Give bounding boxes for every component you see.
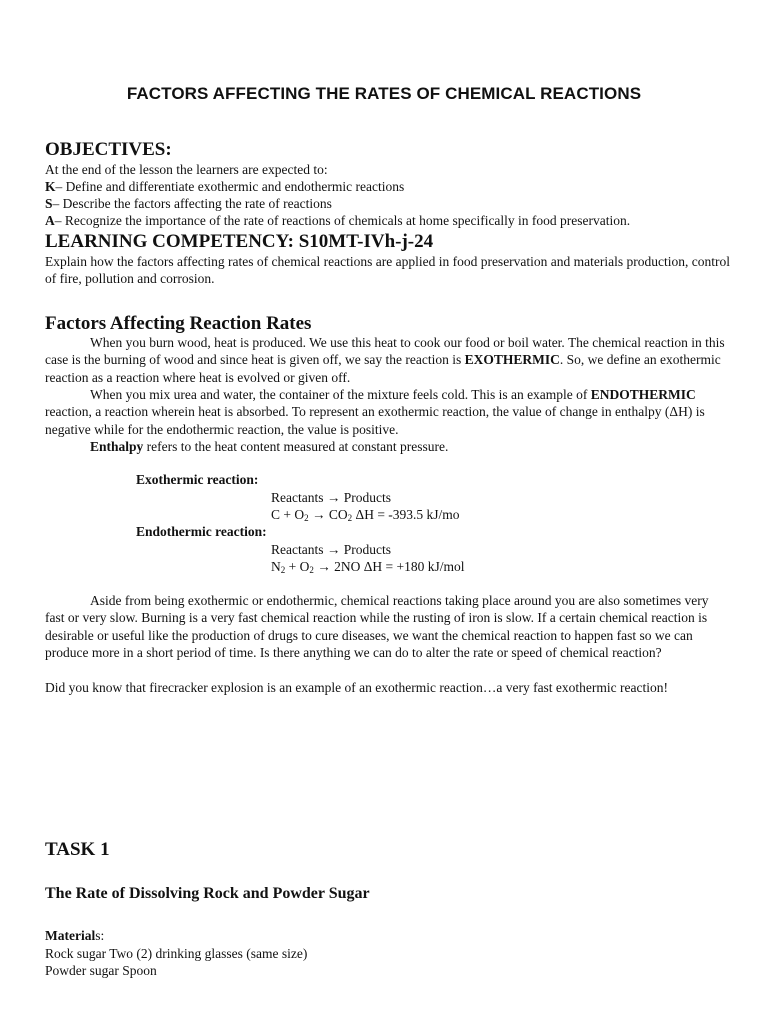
exothermic-equation: [271, 506, 460, 524]
enthalpy-term: Enthalpy: [90, 439, 144, 454]
objective-key: K: [45, 179, 56, 194]
subscript: 2: [347, 513, 353, 523]
objectives-heading: OBJECTIVES:: [45, 139, 172, 160]
task-subheading: The Rate of Dissolving Rock and Powder Sugar: [45, 885, 370, 902]
equation-part: ΔH = -393.5 kJ/mo: [352, 507, 460, 522]
objectives-intro: At the end of the lesson the learners are expected to:: [45, 162, 328, 177]
objective-text: – Define and differentiate exothermic and endothermic reactions: [55, 179, 405, 194]
enthalpy-paragraph: [45, 438, 730, 455]
materials-line: Rock sugar Two (2) drinking glasses (same size): [45, 946, 308, 961]
paragraph-text: refers to the heat content measured at constant pressure.: [143, 439, 449, 454]
endothermic-equation: [271, 558, 465, 576]
materials-label: [45, 927, 104, 945]
competency-heading: LEARNING COMPETENCY: S10MT-IVh-j-24: [45, 231, 434, 252]
materials-rest: s:: [95, 928, 105, 943]
paragraph-text: reaction, a reaction wherein heat is absorbed. To represent an exothermic reaction, the value of change in enthalpy (ΔH) is negative while for the endothermic reaction, the value is positive.: [45, 404, 705, 437]
equation-part: + O: [285, 559, 310, 574]
endothermic-paragraph: [45, 386, 730, 438]
materials-line: Powder sugar Spoon: [45, 963, 157, 978]
paragraph-text: When you burn wood, heat is produced. We use this heat to cook our food or boil water. The chemical reaction in this case is the burning of wood and since heat is given off, we say the reaction is: [45, 335, 725, 368]
task-heading: TASK 1: [45, 839, 110, 860]
endothermic-term: ENDOTHERMIC: [590, 387, 696, 402]
subscript: 2: [304, 513, 309, 523]
equation-part: N: [271, 559, 281, 574]
firecracker-paragraph: Did you know that firecracker explosion is an example of an exothermic reaction…a very fast exothermic reaction!: [45, 680, 669, 695]
subscript: 2: [280, 565, 286, 575]
subscript: 2: [309, 565, 314, 575]
objective-a: [45, 212, 630, 230]
objective-text: – Describe the factors affecting the rate of reactions: [52, 196, 332, 211]
paragraph-text: When you mix urea and water, the container of the mixture feels cold. This is an example of: [90, 387, 591, 402]
objective-key: A: [45, 213, 55, 228]
equation-part: C + O: [271, 507, 305, 522]
factors-heading: Factors Affecting Reaction Rates: [45, 313, 312, 334]
exothermic-term: EXOTHERMIC: [464, 352, 560, 368]
page-title: FACTORS AFFECTING THE RATES OF CHEMICAL REACTIONS: [126, 84, 642, 103]
exothermic-paragraph: [45, 334, 730, 386]
objective-key: S: [45, 196, 53, 211]
objective-k: [45, 178, 404, 196]
equation-part: → 2NO ΔH = +180 kJ/mol: [313, 559, 465, 574]
competency-text: Explain how the factors affecting rates of chemical reactions are applied in food preservation and materials production, control of fire, pollution and corrosion.: [45, 254, 730, 287]
objective-text: – Recognize the importance of the rate of reactions of chemicals at home specifically in food preservation.: [54, 213, 631, 228]
endothermic-equation-general: Reactants → Products: [271, 542, 391, 557]
materials-bold: Material: [45, 928, 96, 943]
exothermic-label: Exothermic reaction:: [136, 472, 259, 487]
endothermic-label: Endothermic reaction:: [136, 524, 267, 539]
equation-part: → CO: [308, 507, 348, 522]
reaction-speed-paragraph: Aside from being exothermic or endothermic, chemical reactions taking place around you are also sometimes very fast or very slow. Burning is a very fast chemical reaction while the rusting of iron is slow. If a certain chemical reaction is desirable or useful like the production of drugs to cure diseases, we want the chemical reaction to happen fast so we can produce more in a short period of time. Is there anything we can do to alter the rate or speed of chemical reaction?: [45, 593, 709, 661]
exothermic-equation-general: Reactants → Products: [271, 490, 391, 505]
objective-s: [45, 195, 332, 213]
paragraph-text: . So, we define an exothermic reaction as a reaction where heat is evolved or given off.: [45, 352, 721, 385]
